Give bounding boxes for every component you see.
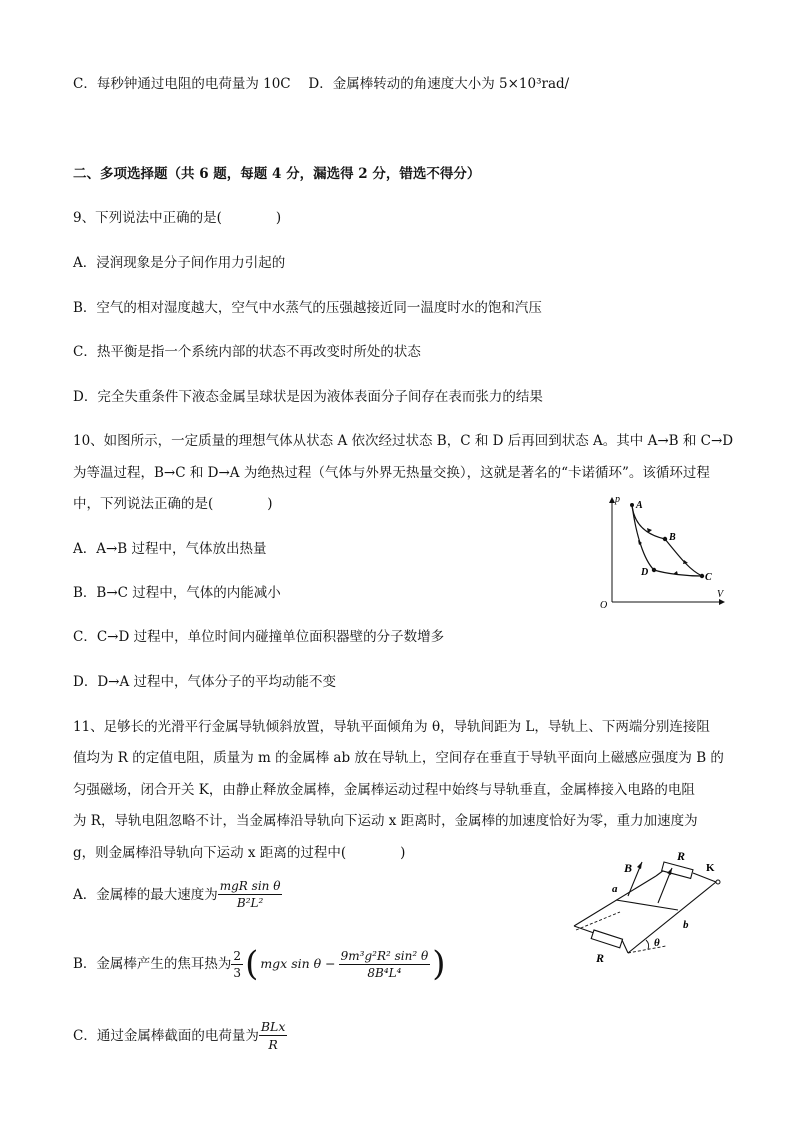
q11-option-b-coefficient	[231, 948, 243, 981]
q11-option-a	[73, 878, 282, 911]
q11-option-c-numerator: BLx	[260, 1019, 286, 1034]
q8-options-cd: C．每秒钟通过电阻的电荷量为 10C D．金属棒转动的角速度大小为 5×10³rad/	[73, 76, 570, 92]
angle-arc	[646, 940, 649, 949]
label-r-bottom: R	[596, 951, 605, 965]
q11-option-a-denominator: B²L²	[236, 896, 264, 910]
q11-option-c	[73, 1018, 287, 1053]
q11-option-b-denominator: 8B⁴L⁴	[367, 965, 402, 980]
wire-top-right	[693, 873, 716, 882]
q11-option-b-numerator: 9m³g²R² sin² θ	[340, 948, 429, 963]
resistor-bottom	[591, 930, 622, 948]
point-d	[652, 568, 656, 572]
point-c	[700, 574, 704, 578]
resistor-top	[662, 862, 693, 878]
q10-option-b: B．B→C 过程中，气体的内能减小	[73, 585, 281, 601]
label-b: B	[669, 532, 676, 543]
curve-d-a	[632, 505, 654, 570]
q10-stem-line-3: 中，下列说法正确的是( )	[73, 496, 273, 512]
rail-right-upper	[628, 882, 716, 953]
ground-dashed	[628, 946, 666, 953]
q10-stem-line-2: 为等温过程，B→C 和 D→A 为绝热过程（气体与外界无热量交换），这就是著名的“卡诺循环”。该循环过程	[73, 465, 710, 481]
q11-option-b-coef-num: 2	[233, 948, 242, 963]
q10-option-c: C．C→D 过程中，单位时间内碰撞单位面积器壁的分子数增多	[73, 629, 445, 645]
curve-b-c	[665, 539, 702, 576]
q9-option-b: B．空气的相对湿度越大，空气中水蒸气的压强越接近同一温度时水的饱和汽压	[73, 300, 542, 316]
q10-option-d: D．D→A 过程中，气体分子的平均动能不变	[73, 674, 336, 690]
switch-k-terminal	[716, 880, 720, 884]
q11-stem-line-2: 值均为 R 的定值电阻，质量为 m 的金属棒 ab 放在导轨上，空间存在垂直于导轨平面向上磁感应强度为 B 的	[73, 750, 724, 766]
q11-option-b-coef-den: 3	[233, 965, 242, 980]
label-d: D	[641, 567, 649, 578]
label-k: K	[706, 862, 715, 874]
q10-stem-line-1: 10、如图所示，一定质量的理想气体从状态 A 依次经过状态 B，C 和 D 后再回到状态 A。其中 A→B 和 C→D	[73, 433, 734, 449]
q9-stem: 9、下列说法中正确的是( )	[73, 210, 282, 226]
q11-stem-line-1: 11、足够长的光滑平行金属导轨倾斜放置，导轨平面倾角为 θ，导轨间距为 L，导轨上、下两端分别连接阻	[73, 719, 710, 735]
label-r-top: R	[677, 849, 686, 863]
q10-option-a: A．A→B 过程中，气体放出热量	[73, 541, 267, 557]
section-heading: 二、多项选择题（共 6 题，每题 4 分，漏选得 2 分，错选不得分）	[73, 166, 481, 182]
q9-option-d: D．完全失重条件下液态金属呈球状是因为液体表面分子间存在表而张力的结果	[73, 389, 543, 405]
q11-option-c-prefix: C．通过金属棒截面的电荷量为	[73, 1027, 259, 1044]
label-b-field: B	[624, 861, 633, 875]
q11-stem-line-5: g，则金属棒沿导轨向下运动 x 距离的过程中( )	[73, 845, 406, 861]
q11-option-b-right-paren: )	[432, 944, 446, 984]
label-b-end: b	[683, 919, 689, 931]
q11-option-b-term: mgx sin θ −	[260, 956, 336, 971]
metal-rod-ab	[616, 900, 678, 910]
label-theta: θ	[654, 937, 660, 949]
q11-option-b-fraction	[339, 948, 431, 981]
point-b	[663, 537, 667, 541]
q11-option-b-prefix: B．金属棒产生的焦耳热为	[73, 956, 232, 972]
origin-label: O	[600, 600, 608, 611]
q9-option-a: A．浸润现象是分子间作用力引起的	[73, 255, 286, 271]
wire-bottom-right	[622, 940, 628, 953]
q11-option-a-fraction	[218, 878, 283, 911]
q11-stem-line-4: 为 R，导轨电阻忽略不计，当金属棒沿导轨向下运动 x 距离时，金属棒的加速度恰好为零，重力加速度为	[73, 813, 698, 829]
q11-rails-diagram	[566, 848, 738, 968]
point-a	[630, 503, 634, 507]
q11-option-b	[73, 944, 445, 984]
q11-option-a-numerator: mgR sin θ	[219, 879, 281, 893]
label-a: a	[612, 883, 618, 895]
q11-stem-line-3: 匀强磁场，闭合开关 K，由静止释放金属棒，金属棒运动过程中始终与导轨垂直，金属棒接入电路的电阻	[73, 782, 695, 798]
q11-option-a-prefix: A．金属棒的最大速度为	[73, 886, 218, 903]
q11-option-c-fraction	[259, 1018, 288, 1053]
q11-option-b-left-paren: (	[245, 944, 259, 984]
label-c: C	[705, 572, 712, 583]
p-axis-label: p	[615, 494, 620, 505]
q11-option-c-denominator: R	[268, 1037, 278, 1052]
q9-option-c: C．热平衡是指一个系统内部的状态不再改变时所处的状态	[73, 344, 421, 360]
v-axis-label: V	[717, 589, 724, 600]
label-a: A	[636, 500, 643, 511]
q10-pv-diagram	[592, 490, 732, 615]
